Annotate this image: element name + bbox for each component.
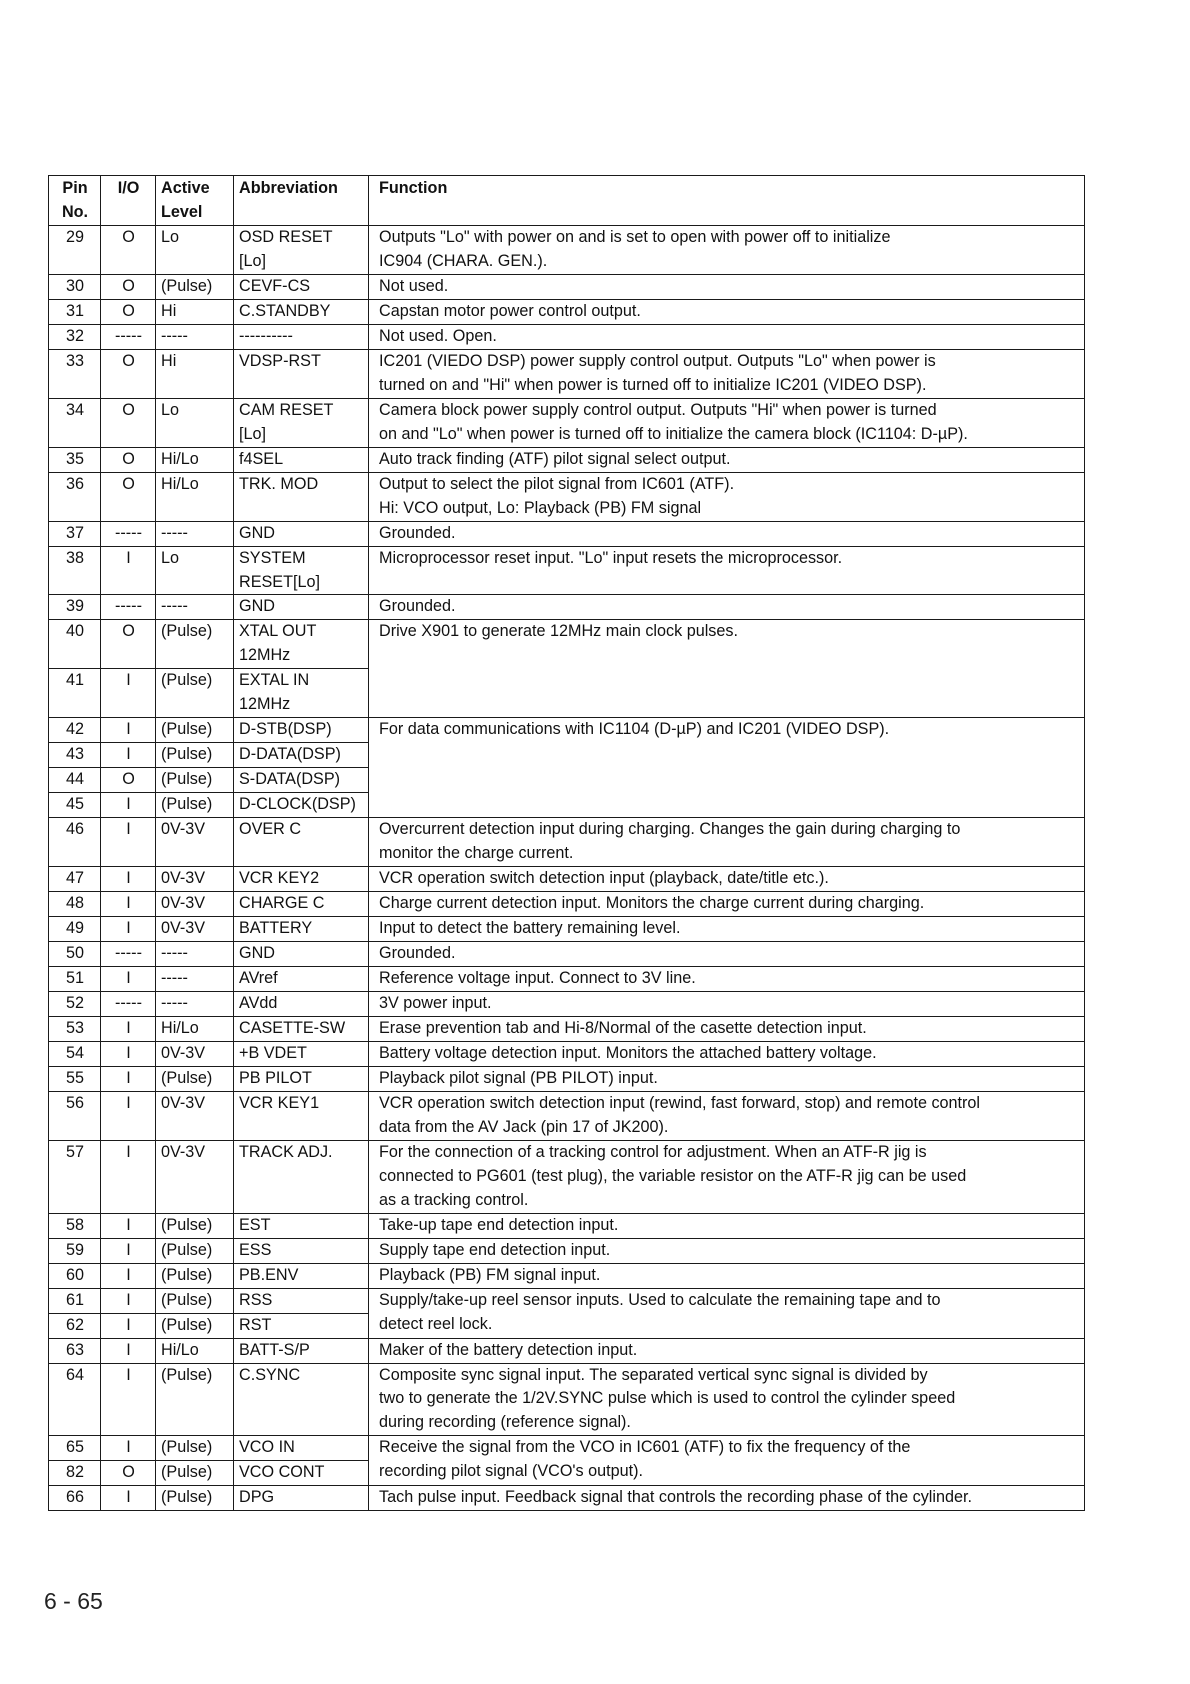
abbreviation: PB.ENV — [234, 1263, 369, 1288]
pin-no: 37 — [49, 521, 101, 546]
io: I — [101, 1238, 156, 1263]
active-level: ----- — [156, 521, 234, 546]
pin-function-table — [48, 175, 1085, 1511]
io: O — [101, 447, 156, 472]
io: I — [101, 669, 156, 718]
io: I — [101, 546, 156, 595]
active-level: Hi/Lo — [156, 447, 234, 472]
pin-no: 30 — [49, 274, 101, 299]
active-level: (Pulse) — [156, 718, 234, 743]
abbreviation: D-CLOCK(DSP) — [234, 793, 369, 818]
active-level: Hi — [156, 349, 234, 398]
abbreviation: TRACK ADJ. — [234, 1140, 369, 1213]
pin-no: 64 — [49, 1363, 101, 1436]
function: Drive X901 to generate 12MHz main clock pulses. — [369, 620, 1085, 718]
table-row — [49, 274, 1085, 299]
pin-no: 82 — [49, 1461, 101, 1486]
abbreviation: D-STB(DSP) — [234, 718, 369, 743]
pin-no: 54 — [49, 1041, 101, 1066]
active-level: (Pulse) — [156, 669, 234, 718]
pin-no: 58 — [49, 1213, 101, 1238]
io: I — [101, 1436, 156, 1461]
active-level: Lo — [156, 398, 234, 447]
function: Auto track finding (ATF) pilot signal select output. — [369, 447, 1085, 472]
function: Take-up tape end detection input. — [369, 1213, 1085, 1238]
abbreviation: OSD RESET [Lo] — [234, 225, 369, 274]
active-level: 0V-3V — [156, 1041, 234, 1066]
pin-no: 60 — [49, 1263, 101, 1288]
active-level: 0V-3V — [156, 917, 234, 942]
active-level: Hi/Lo — [156, 472, 234, 521]
abbreviation: S-DATA(DSP) — [234, 768, 369, 793]
table-row — [49, 620, 1085, 669]
abbreviation: OVER C — [234, 818, 369, 867]
io: I — [101, 867, 156, 892]
table-row — [49, 1238, 1085, 1263]
active-level: Hi — [156, 299, 234, 324]
io: I — [101, 967, 156, 992]
pin-no: 43 — [49, 743, 101, 768]
abbreviation: CAM RESET [Lo] — [234, 398, 369, 447]
abbreviation: EST — [234, 1213, 369, 1238]
active-level: (Pulse) — [156, 768, 234, 793]
abbreviation: CHARGE C — [234, 892, 369, 917]
pin-no: 31 — [49, 299, 101, 324]
pin-no: 53 — [49, 1016, 101, 1041]
function: Composite sync signal input. The separated vertical sync signal is divided by two to generate the 1/2V.SYNC pulse which is used to control the cylinder speed during recording (reference signal). — [369, 1363, 1085, 1436]
abbreviation: AVdd — [234, 991, 369, 1016]
table-row — [49, 546, 1085, 595]
abbreviation: RSS — [234, 1288, 369, 1313]
pin-no: 48 — [49, 892, 101, 917]
io: I — [101, 1338, 156, 1363]
active-level: (Pulse) — [156, 1461, 234, 1486]
function: VCR operation switch detection input (playback, date/title etc.). — [369, 867, 1085, 892]
io: O — [101, 398, 156, 447]
io: I — [101, 1066, 156, 1091]
function: IC201 (VIEDO DSP) power supply control output. Outputs "Lo" when power is turned on and "Hi" when power is turned off to initialize IC201 (VIDEO DSP). — [369, 349, 1085, 398]
pin-no: 35 — [49, 447, 101, 472]
table-row — [49, 917, 1085, 942]
function: VCR operation switch detection input (rewind, fast forward, stop) and remote control data from the AV Jack (pin 17 of JK200). — [369, 1091, 1085, 1140]
abbreviation: VDSP-RST — [234, 349, 369, 398]
table-row — [49, 1213, 1085, 1238]
active-level: (Pulse) — [156, 620, 234, 669]
pin-no: 29 — [49, 225, 101, 274]
abbreviation: D-DATA(DSP) — [234, 743, 369, 768]
pin-no: 57 — [49, 1140, 101, 1213]
abbreviation: C.SYNC — [234, 1363, 369, 1436]
table-row — [49, 1066, 1085, 1091]
function: Not used. Open. — [369, 324, 1085, 349]
io: ----- — [101, 991, 156, 1016]
abbreviation: TRK. MOD — [234, 472, 369, 521]
io: I — [101, 1140, 156, 1213]
io: I — [101, 1213, 156, 1238]
abbreviation: VCR KEY1 — [234, 1091, 369, 1140]
abbreviation: RST — [234, 1313, 369, 1338]
io: O — [101, 225, 156, 274]
active-level: (Pulse) — [156, 1313, 234, 1338]
abbreviation: BATT-S/P — [234, 1338, 369, 1363]
table-header-row — [49, 176, 1085, 226]
function: Overcurrent detection input during charging. Changes the gain during charging to monitor the charge current. — [369, 818, 1085, 867]
pin-no: 51 — [49, 967, 101, 992]
pin-no: 36 — [49, 472, 101, 521]
io: I — [101, 1313, 156, 1338]
function: Supply/take-up reel sensor inputs. Used to calculate the remaining tape and to detect reel lock. — [369, 1288, 1085, 1338]
table-row — [49, 1288, 1085, 1313]
io: I — [101, 917, 156, 942]
table-row — [49, 595, 1085, 620]
function: Tach pulse input. Feedback signal that controls the recording phase of the cylinder. — [369, 1486, 1085, 1511]
table-row — [49, 718, 1085, 743]
function: For the connection of a tracking control for adjustment. When an ATF-R jig is connected to PG601 (test plug), the variable resistor on the ATF-R jig can be used as a tracking control. — [369, 1140, 1085, 1213]
active-level: (Pulse) — [156, 743, 234, 768]
header-pin-no: Pin No. — [49, 176, 101, 226]
table-row — [49, 991, 1085, 1016]
pin-no: 52 — [49, 991, 101, 1016]
function: Capstan motor power control output. — [369, 299, 1085, 324]
active-level: (Pulse) — [156, 1238, 234, 1263]
function: Playback pilot signal (PB PILOT) input. — [369, 1066, 1085, 1091]
pin-no: 41 — [49, 669, 101, 718]
active-level: (Pulse) — [156, 1263, 234, 1288]
io: I — [101, 1486, 156, 1511]
function: Camera block power supply control output. Outputs "Hi" when power is turned on and "Lo" when power is turned off to initialize the camera block (IC1104: D-µP). — [369, 398, 1085, 447]
io: ----- — [101, 595, 156, 620]
pin-no: 56 — [49, 1091, 101, 1140]
pin-no: 59 — [49, 1238, 101, 1263]
abbreviation: f4SEL — [234, 447, 369, 472]
header-active-level: Active Level — [156, 176, 234, 226]
function: 3V power input. — [369, 991, 1085, 1016]
function: Charge current detection input. Monitors the charge current during charging. — [369, 892, 1085, 917]
function: Output to select the pilot signal from IC601 (ATF). Hi: VCO output, Lo: Playback (PB) FM signal — [369, 472, 1085, 521]
pin-no: 32 — [49, 324, 101, 349]
function: Grounded. — [369, 595, 1085, 620]
table-row — [49, 1436, 1085, 1461]
pin-no: 66 — [49, 1486, 101, 1511]
active-level: 0V-3V — [156, 1091, 234, 1140]
abbreviation: DPG — [234, 1486, 369, 1511]
active-level: ----- — [156, 967, 234, 992]
table-row — [49, 1263, 1085, 1288]
table-row — [49, 349, 1085, 398]
function: Maker of the battery detection input. — [369, 1338, 1085, 1363]
io: O — [101, 620, 156, 669]
pin-no: 46 — [49, 818, 101, 867]
header-function: Function — [369, 176, 1085, 226]
io: I — [101, 818, 156, 867]
abbreviation: VCO CONT — [234, 1461, 369, 1486]
function: Grounded. — [369, 521, 1085, 546]
pin-no: 62 — [49, 1313, 101, 1338]
abbreviation: AVref — [234, 967, 369, 992]
header-abbreviation: Abbreviation — [234, 176, 369, 226]
pin-no: 34 — [49, 398, 101, 447]
abbreviation: GND — [234, 521, 369, 546]
abbreviation: XTAL OUT 12MHz — [234, 620, 369, 669]
io: I — [101, 1363, 156, 1436]
active-level: ----- — [156, 991, 234, 1016]
function: Playback (PB) FM signal input. — [369, 1263, 1085, 1288]
abbreviation: BATTERY — [234, 917, 369, 942]
function: Erase prevention tab and Hi-8/Normal of the casette detection input. — [369, 1016, 1085, 1041]
abbreviation: VCR KEY2 — [234, 867, 369, 892]
active-level: Lo — [156, 546, 234, 595]
io: I — [101, 1016, 156, 1041]
pin-no: 44 — [49, 768, 101, 793]
pin-no: 47 — [49, 867, 101, 892]
table-row — [49, 1140, 1085, 1213]
abbreviation: CEVF-CS — [234, 274, 369, 299]
active-level: 0V-3V — [156, 818, 234, 867]
abbreviation: PB PILOT — [234, 1066, 369, 1091]
table-row — [49, 867, 1085, 892]
active-level: (Pulse) — [156, 1288, 234, 1313]
active-level: ----- — [156, 324, 234, 349]
table-row — [49, 299, 1085, 324]
io: O — [101, 349, 156, 398]
io: O — [101, 299, 156, 324]
io: I — [101, 718, 156, 743]
abbreviation: ESS — [234, 1238, 369, 1263]
function: Input to detect the battery remaining level. — [369, 917, 1085, 942]
io: ----- — [101, 324, 156, 349]
io: I — [101, 892, 156, 917]
function: For data communications with IC1104 (D-µP) and IC201 (VIDEO DSP). — [369, 718, 1085, 818]
table-row — [49, 967, 1085, 992]
pin-no: 49 — [49, 917, 101, 942]
abbreviation: CASETTE-SW — [234, 1016, 369, 1041]
active-level: Hi/Lo — [156, 1016, 234, 1041]
pin-no: 39 — [49, 595, 101, 620]
table-row — [49, 942, 1085, 967]
table-row — [49, 1363, 1085, 1436]
pin-no: 42 — [49, 718, 101, 743]
table-row — [49, 1091, 1085, 1140]
abbreviation: GND — [234, 942, 369, 967]
io: I — [101, 793, 156, 818]
active-level: (Pulse) — [156, 274, 234, 299]
function: Outputs "Lo" with power on and is set to open with power off to initialize IC904 (CHARA. GEN.). — [369, 225, 1085, 274]
io: I — [101, 1288, 156, 1313]
io: O — [101, 472, 156, 521]
active-level: Lo — [156, 225, 234, 274]
table-row — [49, 818, 1085, 867]
pin-no: 33 — [49, 349, 101, 398]
abbreviation: C.STANDBY — [234, 299, 369, 324]
table-row — [49, 892, 1085, 917]
function: Grounded. — [369, 942, 1085, 967]
abbreviation: SYSTEM RESET[Lo] — [234, 546, 369, 595]
page-number: 6 - 65 — [44, 1588, 103, 1614]
active-level: 0V-3V — [156, 867, 234, 892]
function: Reference voltage input. Connect to 3V line. — [369, 967, 1085, 992]
io: I — [101, 1263, 156, 1288]
table-row — [49, 398, 1085, 447]
table-row — [49, 1338, 1085, 1363]
function: Not used. — [369, 274, 1085, 299]
abbreviation: VCO IN — [234, 1436, 369, 1461]
active-level: Hi/Lo — [156, 1338, 234, 1363]
abbreviation: GND — [234, 595, 369, 620]
io: O — [101, 1461, 156, 1486]
header-io: I/O — [101, 176, 156, 226]
function: Supply tape end detection input. — [369, 1238, 1085, 1263]
abbreviation: +B VDET — [234, 1041, 369, 1066]
active-level: (Pulse) — [156, 1486, 234, 1511]
function: Microprocessor reset input. "Lo" input resets the microprocessor. — [369, 546, 1085, 595]
table-row — [49, 521, 1085, 546]
abbreviation: EXTAL IN 12MHz — [234, 669, 369, 718]
pin-no: 45 — [49, 793, 101, 818]
table-row — [49, 1486, 1085, 1511]
active-level: ----- — [156, 595, 234, 620]
active-level: (Pulse) — [156, 793, 234, 818]
active-level: 0V-3V — [156, 1140, 234, 1213]
active-level: 0V-3V — [156, 892, 234, 917]
active-level: (Pulse) — [156, 1436, 234, 1461]
pin-no: 38 — [49, 546, 101, 595]
table-row — [49, 324, 1085, 349]
table-row — [49, 1041, 1085, 1066]
active-level: (Pulse) — [156, 1363, 234, 1436]
active-level: (Pulse) — [156, 1213, 234, 1238]
io: I — [101, 1041, 156, 1066]
table-row — [49, 447, 1085, 472]
function: Battery voltage detection input. Monitors the attached battery voltage. — [369, 1041, 1085, 1066]
pin-no: 61 — [49, 1288, 101, 1313]
io: ----- — [101, 521, 156, 546]
pin-no: 40 — [49, 620, 101, 669]
io: O — [101, 768, 156, 793]
io: O — [101, 274, 156, 299]
table-row — [49, 1016, 1085, 1041]
abbreviation: ---------- — [234, 324, 369, 349]
io: I — [101, 1091, 156, 1140]
table-row — [49, 472, 1085, 521]
pin-no: 63 — [49, 1338, 101, 1363]
active-level: (Pulse) — [156, 1066, 234, 1091]
pin-no: 50 — [49, 942, 101, 967]
pin-no: 55 — [49, 1066, 101, 1091]
active-level: ----- — [156, 942, 234, 967]
io: I — [101, 743, 156, 768]
function: Receive the signal from the VCO in IC601 (ATF) to fix the frequency of the recording pilot signal (VCO's output). — [369, 1436, 1085, 1486]
table-row — [49, 225, 1085, 274]
io: ----- — [101, 942, 156, 967]
pin-no: 65 — [49, 1436, 101, 1461]
